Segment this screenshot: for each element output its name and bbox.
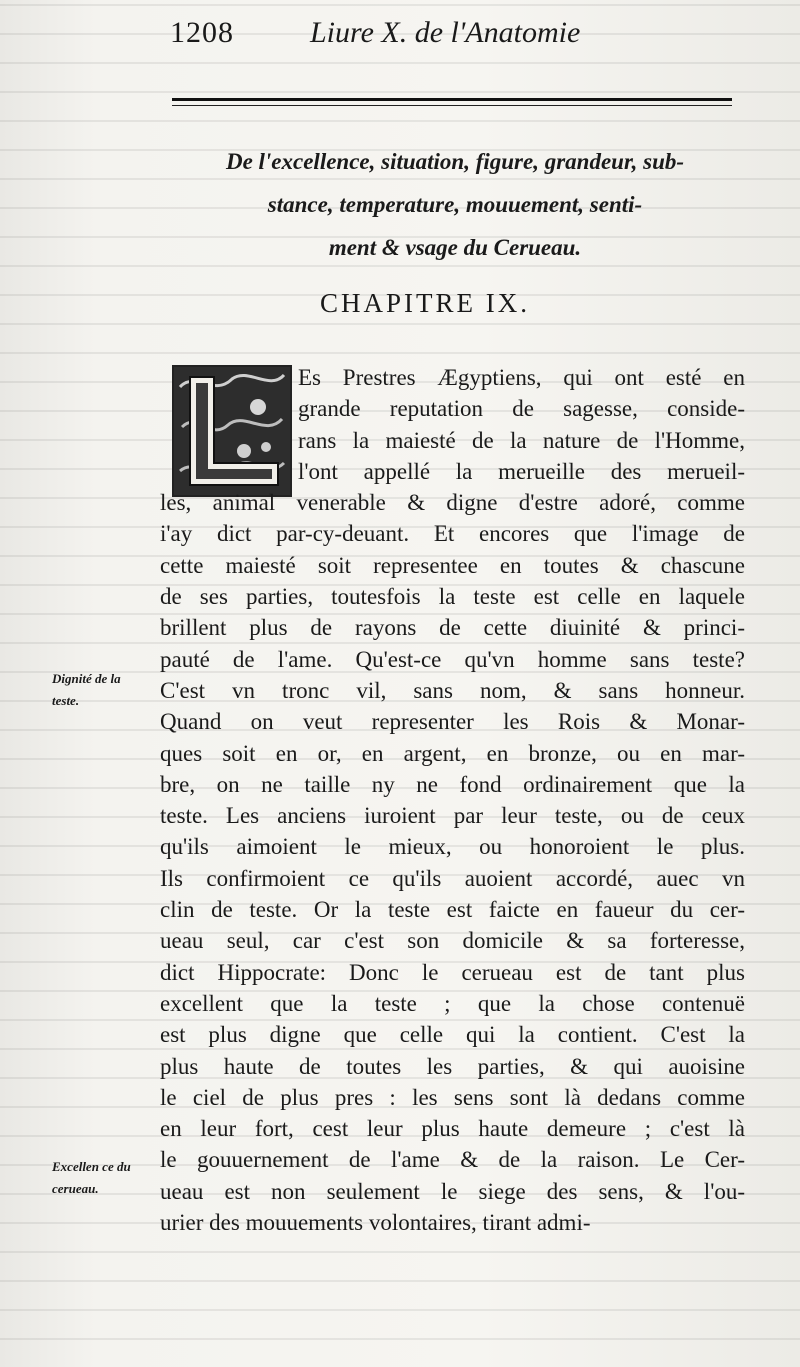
text-line: dict Hippocrate: Donc le cerueau est de tant plus — [160, 959, 745, 985]
text-line: les, animal venerable & digne d'estre adoré, comme — [160, 490, 745, 516]
heading-line: De l'excellence, situation, figure, grandeur, sub- — [225, 149, 685, 174]
text-line: qu'ils aimoient le mieux, ou honoroient le plus. — [160, 834, 745, 860]
heading-line: ment & vsage du Cerueau. — [328, 235, 582, 260]
chapter-number: CHAPITRE IX. — [320, 288, 530, 318]
text-line: excellent que la teste ; que la chose contenuë — [160, 990, 745, 1016]
heading-line: stance, temperature, mouuement, senti- — [267, 192, 643, 217]
text-line: i'ay dict par-cy-deuant. Et encores que l'image de — [160, 521, 745, 547]
header-rule — [172, 98, 732, 106]
margin-note-line: cerueau. — [52, 1181, 99, 1196]
text-line: teste. Les anciens iuroient par leur teste, ou de ceux — [160, 803, 745, 829]
text-line: le ciel de plus pres : les sens sont là dedans comme — [160, 1084, 745, 1110]
text-line: de ses parties, toutesfois la teste est celle en laquele — [160, 584, 745, 610]
text-line: ueau est non seulement le siege des sens, & l'ou- — [160, 1178, 745, 1204]
text-line: Ils confirmoient ce qu'ils auoient accordé, auec vn — [160, 865, 745, 891]
body-text — [160, 362, 745, 1238]
text-line: le gouuernement de l'ame & de la raison. Le Cer- — [160, 1147, 745, 1173]
text-line: Quand on veut representer les Rois & Monar- — [160, 709, 745, 735]
text-line: est plus digne que celle qui la contient. C'est la — [160, 1022, 745, 1048]
margin-note-dignite — [52, 668, 162, 712]
page-number: 1208 — [170, 16, 234, 49]
text-line: brillent plus de rayons de cette diuinité & princi- — [160, 615, 745, 641]
text-line: en leur fort, cest leur plus haute demeure ; c'est là — [160, 1116, 745, 1142]
text-line: rans la maiesté de la nature de l'Homme, — [298, 427, 745, 453]
margin-note-line: teste. — [52, 693, 80, 708]
text-line: grande reputation de sagesse, conside- — [298, 396, 745, 422]
margin-note-excellence — [52, 1156, 162, 1200]
text-line: clin de teste. Or la teste est faicte en faueur du cer- — [160, 897, 745, 923]
margin-note-line: Dignité de la — [52, 671, 121, 686]
running-title: Liure X. de l'Anatomie — [310, 16, 581, 49]
text-line: C'est vn tronc vil, sans nom, & sans honneur. — [160, 677, 745, 703]
text-line: pauté de l'ame. Qu'est-ce qu'vn homme sans teste? — [160, 646, 745, 672]
running-head — [160, 10, 740, 60]
text-line: l'ont appellé la merueille des merueil- — [298, 458, 745, 484]
text-line: ueau seul, car c'est son domicile & sa forteresse, — [160, 928, 745, 954]
text-line: urier des mouuements volontaires, tirant admi- — [160, 1210, 591, 1236]
text-line: bre, on ne taille ny ne fond ordinairement que la — [160, 771, 745, 797]
text-line: cette maiesté soit representee en toutes & chascune — [160, 552, 745, 578]
text-line: ques soit en or, en argent, en bronze, ou en mar- — [160, 740, 745, 766]
text-line: Es Prestres Ægyptiens, qui ont esté en — [298, 365, 745, 390]
margin-note-line: Excellen ce du — [52, 1159, 131, 1174]
text-line: plus haute de toutes les parties, & qui auoisine — [160, 1053, 745, 1079]
chapter-heading — [160, 140, 750, 269]
